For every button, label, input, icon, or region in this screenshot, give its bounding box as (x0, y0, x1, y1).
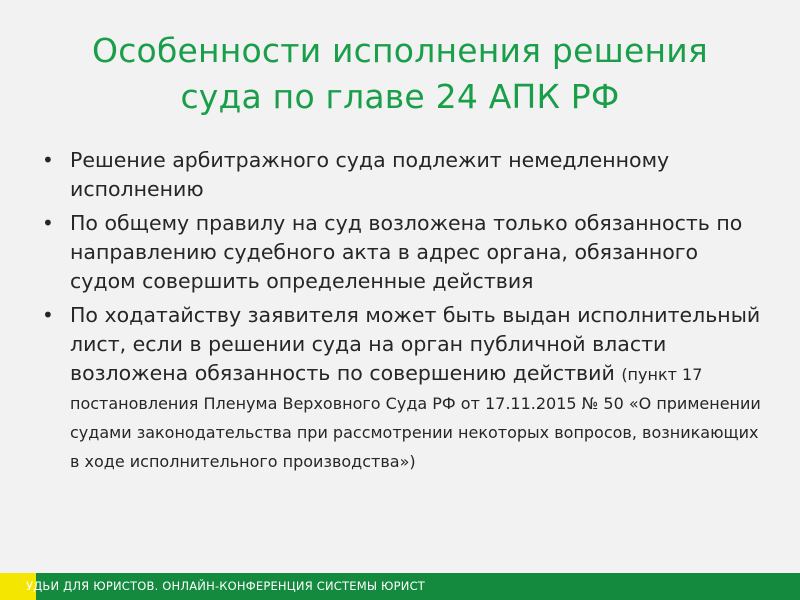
bullet-list (40, 146, 770, 480)
bullet-text-2: По общему правилу на суд возложена только обязанность по направлению судебного акта в адрес органа, обязанного судом совершить определенные действия (70, 211, 743, 293)
bullet-icon: • (42, 303, 54, 327)
slide-title (40, 28, 760, 120)
bullet-item-2 (40, 209, 770, 296)
bullet-note-3: (пункт 17 постановления Пленума Верховного Суда РФ от 17.11.2015 № 50 «О применении судами законодательства при рассмотрении некоторых вопросов, возникающих в ходе исполнительного производства») (70, 365, 761, 471)
footer-bar (0, 573, 800, 600)
bullet-text-1: Решение арбитражного суда подлежит немедленному исполнению (70, 148, 670, 201)
bullet-icon: • (42, 211, 54, 235)
bullet-icon: • (42, 148, 54, 172)
bullet-item-1 (40, 146, 770, 204)
slide-title-line-1: Особенности исполнения решения (92, 31, 708, 70)
bullet-text-3: По ходатайству заявителя может быть выдан исполнительный лист, если в решении суда на орган публичной власти возложена обязанность по совершению действий (70, 303, 761, 385)
footer-text: УДЬИ ДЛЯ ЮРИСТОВ. ОНЛАЙН-КОНФЕРЕНЦИЯ СИСТЕМЫ ЮРИСТ (26, 579, 426, 593)
bullet-item-3 (40, 301, 770, 475)
slide-title-line-2: суда по главе 24 АПК РФ (180, 77, 620, 116)
